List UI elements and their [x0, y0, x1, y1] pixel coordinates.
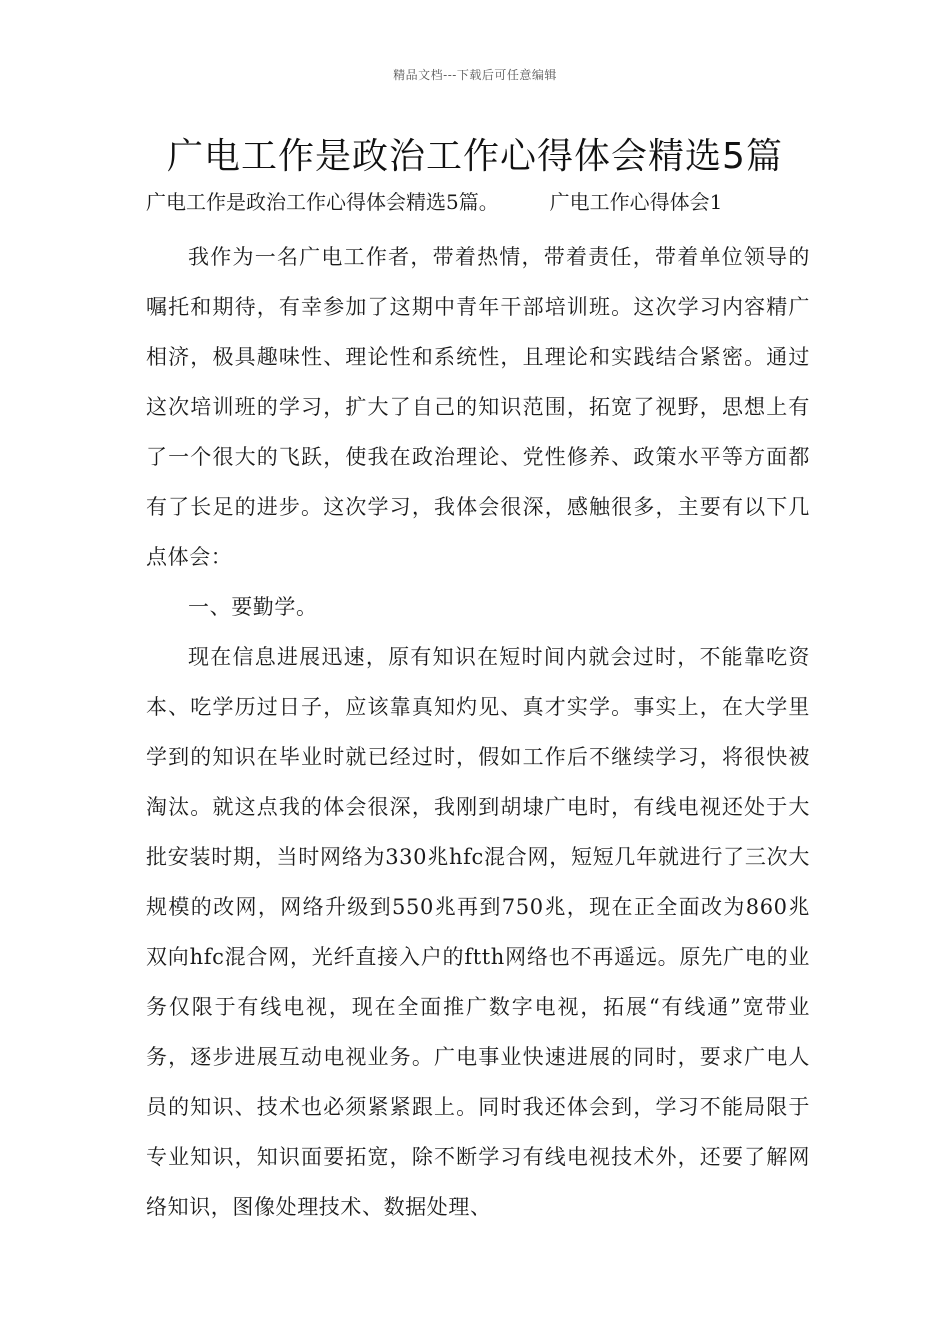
section-heading-diligent-study: 一、要勤学。 [188, 595, 318, 619]
document-title: 广电工作是政治工作心得体会精选5篇 [167, 136, 783, 177]
document-body [146, 232, 810, 1232]
document-subtitle: 广电工作是政治工作心得体会精选5篇。 广电工作心得体会1 [146, 190, 723, 214]
header-note: 精品文档---下载后可任意编辑 [393, 68, 557, 82]
paragraph-intro: 我作为一名广电工作者，带着热情，带着责任，带着单位领导的嘱托和期待，有幸参加了这期中青年干部培训班。这次学习内容精广相济，极具趣味性、理论性和系统性，且理论和实践结合紧密。通过这次培训班的学习，扩大了自己的知识范围，拓宽了视野，思想上有了一个很大的飞跃，使我在政治理论、党性修养、政策水平等方面都有了长足的进步。这次学习，我体会很深，感触很多，主要有以下几点体会： [146, 245, 810, 569]
paragraph-diligent-study: 现在信息进展迅速，原有知识在短时间内就会过时，不能靠吃资本、吃学历过日子，应该靠真知灼见、真才实学。事实上，在大学里学到的知识在毕业时就已经过时，假如工作后不继续学习，将很快被淘汰。就这点我的体会很深，我刚到胡埭广电时，有线电视还处于大批安装时期，当时网络为330兆hfc混合网，短短几年就进行了三次大规模的改网，网络升级到550兆再到750兆，现在正全面改为860兆双向hfc混合网，光纤直接入户的ftth网络也不再遥远。原先广电的业务仅限于有线电视，现在全面推广数字电视，拓展“有线通”宽带业务，逐步进展互动电视业务。广电事业快速进展的同时，要求广电人员的知识、技术也必须紧紧跟上。同时我还体会到，学习不能局限于专业知识，知识面要拓宽，除不断学习有线电视技术外，还要了解网络知识，图像处理技术、数据处理、 [146, 645, 810, 1219]
